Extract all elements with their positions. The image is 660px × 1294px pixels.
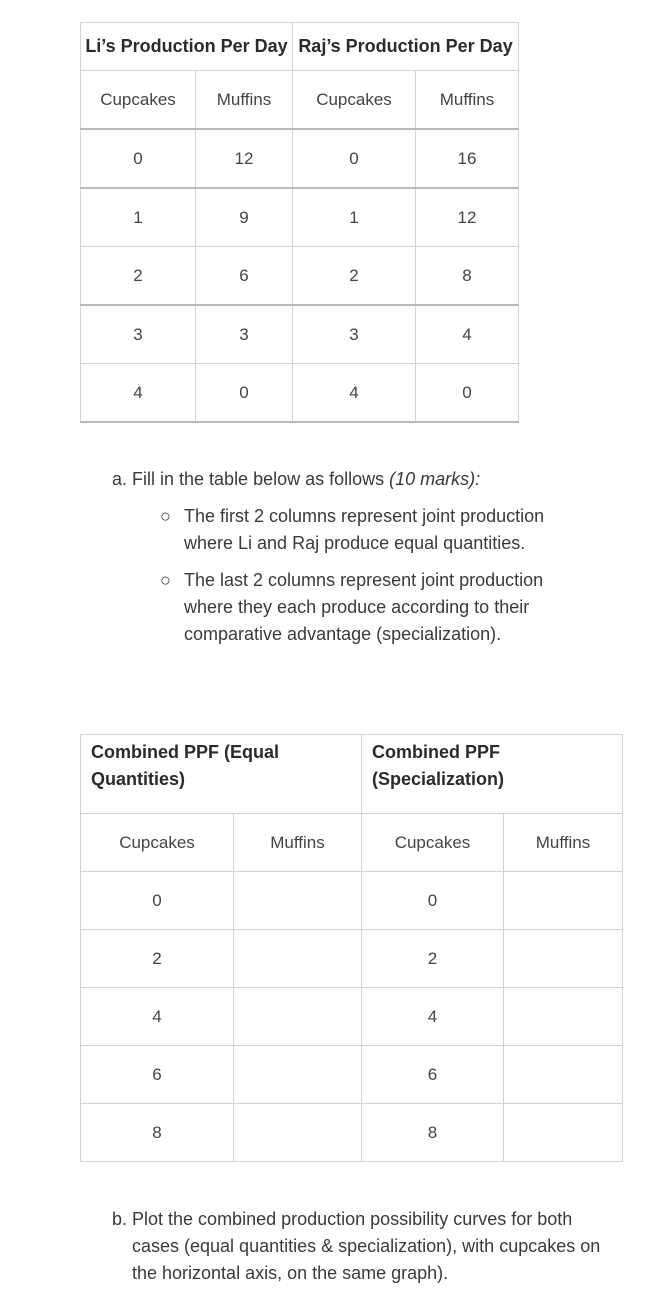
- table-cell: 0: [416, 364, 519, 423]
- table-cell: 4: [416, 305, 519, 364]
- table-cell: 8: [416, 247, 519, 306]
- table-cell: 12: [416, 188, 519, 247]
- instruction-text: The last 2 columns represent joint production where they each produce according to their comparative advantage (specialization).: [184, 570, 544, 644]
- table-cell: 16: [416, 129, 519, 188]
- table-cell: 0: [196, 364, 293, 423]
- blank-answer-cell[interactable]: [234, 872, 362, 930]
- table-row: [81, 988, 623, 1046]
- combined-ppf-table: [80, 734, 623, 1162]
- raj-production-header: Raj’s Production Per Day: [293, 23, 519, 71]
- table-cell: 6: [196, 247, 293, 306]
- blank-answer-cell[interactable]: [504, 872, 623, 930]
- li-production-header: Li’s Production Per Day: [81, 23, 293, 71]
- blank-answer-cell[interactable]: [234, 930, 362, 988]
- table-cell: 4: [362, 988, 504, 1046]
- blank-answer-cell[interactable]: [504, 1104, 623, 1162]
- table-cell: 3: [293, 305, 416, 364]
- question-b: b. Plot the combined production possibility curves for both cases (equal quantities & specialization), with cupcakes on the horizontal axis, on the same graph).: [112, 1209, 601, 1283]
- blank-answer-cell[interactable]: [504, 930, 623, 988]
- table-cell: 0: [293, 129, 416, 188]
- table-cell: 8: [81, 1104, 234, 1162]
- column-header: Muffins: [196, 71, 293, 130]
- table-cell: 4: [81, 364, 196, 423]
- instruction-text: The first 2 columns represent joint production where Li and Raj produce equal quantities.: [184, 506, 545, 553]
- table-cell: 3: [81, 305, 196, 364]
- table-cell: 6: [362, 1046, 504, 1104]
- question-a-marks: (10 marks):: [389, 469, 481, 489]
- table-row: [81, 1046, 623, 1104]
- list-item: ○ The last 2 columns represent joint production where they each produce according to their comparative advantage (specialization).: [160, 570, 544, 644]
- blank-answer-cell[interactable]: [234, 1046, 362, 1104]
- table-row: [81, 188, 519, 247]
- column-header: Cupcakes: [362, 814, 504, 872]
- equal-quantities-header: Combined PPF (Equal Quantities): [81, 735, 362, 814]
- individual-production-table: [80, 22, 519, 423]
- table-row: [81, 129, 519, 188]
- table-row: [81, 247, 519, 306]
- table-cell: 9: [196, 188, 293, 247]
- table-cell: 2: [362, 930, 504, 988]
- table-row: [81, 1104, 623, 1162]
- blank-answer-cell[interactable]: [504, 1046, 623, 1104]
- table-cell: 6: [81, 1046, 234, 1104]
- table-cell: 2: [81, 247, 196, 306]
- question-a: [112, 466, 480, 493]
- table-row: [81, 930, 623, 988]
- table-cell: 8: [362, 1104, 504, 1162]
- column-header: Muffins: [234, 814, 362, 872]
- blank-answer-cell[interactable]: [504, 988, 623, 1046]
- table-row: [81, 364, 519, 423]
- column-header: Muffins: [504, 814, 623, 872]
- question-a-instructions: [160, 503, 564, 658]
- table-cell: 0: [81, 872, 234, 930]
- table-cell: 1: [81, 188, 196, 247]
- table-cell: 12: [196, 129, 293, 188]
- table-cell: 0: [362, 872, 504, 930]
- column-header: Cupcakes: [293, 71, 416, 130]
- column-header: Cupcakes: [81, 71, 196, 130]
- table-cell: 4: [293, 364, 416, 423]
- column-header: Cupcakes: [81, 814, 234, 872]
- blank-answer-cell[interactable]: [234, 1104, 362, 1162]
- blank-answer-cell[interactable]: [234, 988, 362, 1046]
- question-a-text: a. Fill in the table below as follows: [112, 469, 390, 489]
- table-cell: 3: [196, 305, 293, 364]
- list-item: ○ The first 2 columns represent joint production where Li and Raj produce equal quantities.: [160, 506, 545, 553]
- specialization-header: Combined PPF (Specialization): [362, 735, 623, 814]
- table-cell: 4: [81, 988, 234, 1046]
- table-cell: 2: [81, 930, 234, 988]
- table-row: [81, 872, 623, 930]
- table-cell: 1: [293, 188, 416, 247]
- table-cell: 0: [81, 129, 196, 188]
- table-row: [81, 305, 519, 364]
- table-cell: 2: [293, 247, 416, 306]
- column-header: Muffins: [416, 71, 519, 130]
